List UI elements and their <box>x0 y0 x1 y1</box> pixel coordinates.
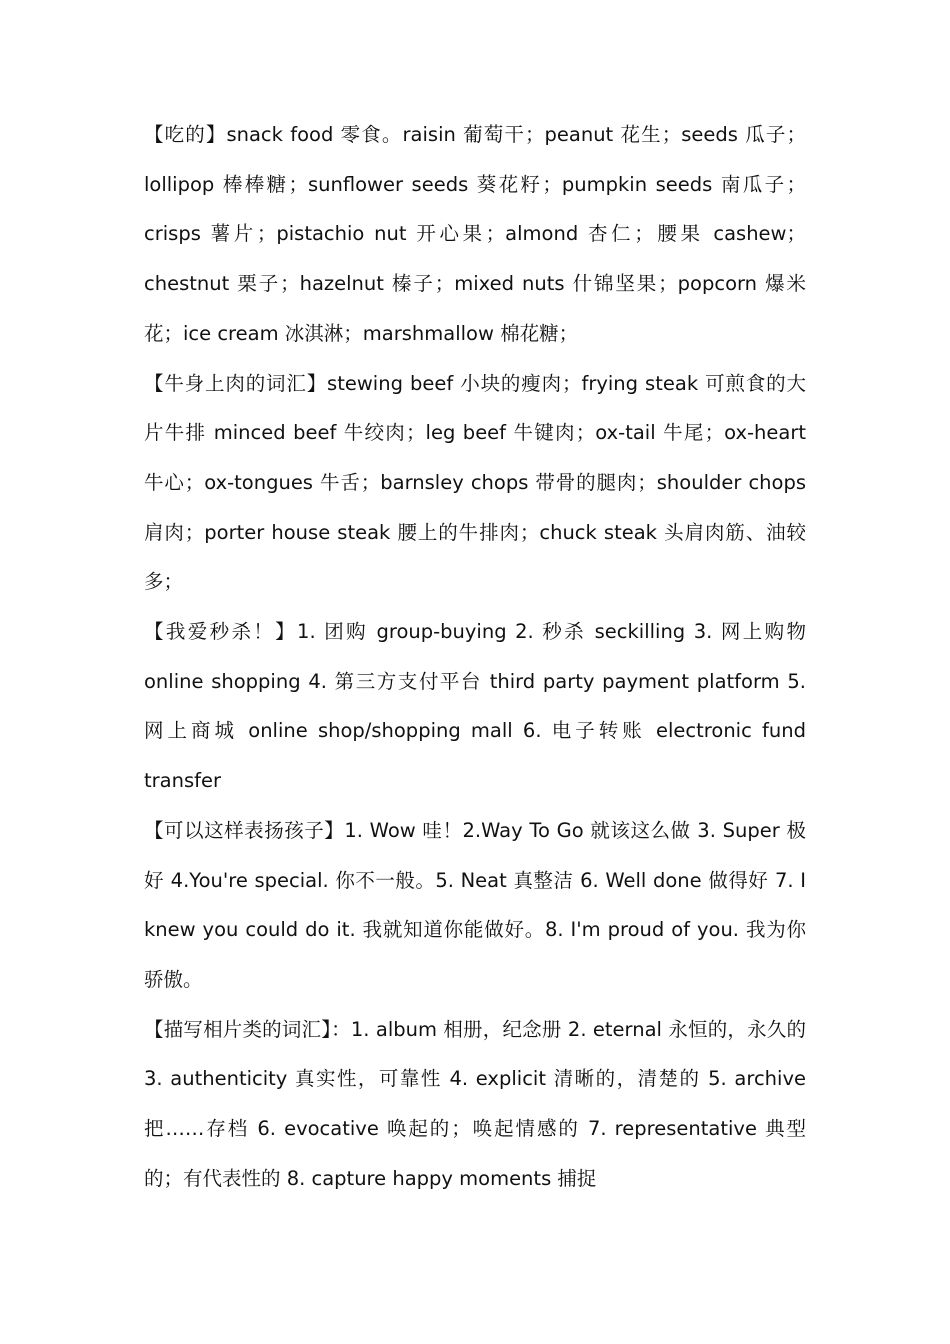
paragraph-seckilling: 【我爱秒杀！】1. 团购 group-buying 2. 秒杀 seckilling 3. 网上购物 online shopping 4. 第三方支付平台 third party payment platform 5. 网上商城 online shop/shopping mall 6. 电子转账 electronic fund transfer <box>144 620 806 793</box>
paragraph-praise-children: 【可以这样表扬孩子】1. Wow 哇！2.Way To Go 就该这么做 3. Super 极好 4.You're special. 你不一般。5. Neat 真整洁 6. Well done 做得好 7. I knew you could do it. 我就知道你能做好。8. I'm proud of you. 我为你骄傲。 <box>144 818 806 991</box>
paragraph-snack-food: 【吃的】snack food 零食。raisin 葡萄干；peanut 花生；seeds 瓜子；lollipop 棒棒糖；sunflower seeds 葵花籽；pumpkin seeds 南瓜子；crisps 薯片；pistachio nut 开心果；almond 杏仁；腰果 cashew；chestnut 栗子；hazelnut 榛子；mixed nuts 什锦坚果；popcorn 爆米花；ice cream 冰淇淋；marshmallow 棉花糖； <box>144 123 806 345</box>
document-body <box>144 110 806 1203</box>
paragraph-photo-vocabulary: 【描写相片类的词汇】：1. album 相册，纪念册 2. eternal 永恒的，永久的 3. authenticity 真实性，可靠性 4. explicit 清晰的，清楚的 5. archive 把……存档 6. evocative 唤起的；唤起情感的 7. representative 典型的；有代表性的 8. capture happy moments 捕捉 <box>144 1017 806 1190</box>
paragraph-beef-vocabulary: 【牛身上肉的词汇】stewing beef 小块的瘦肉；frying steak 可煎食的大片牛排 minced beef 牛绞肉；leg beef 牛键肉；ox-tail 牛尾；ox-heart 牛心；ox-tongues 牛舌；barnsley chops 带骨的腿肉；shoulder chops 肩肉；porter house steak 腰上的牛排肉；chuck steak 头肩肉筋、油较多； <box>144 371 806 594</box>
